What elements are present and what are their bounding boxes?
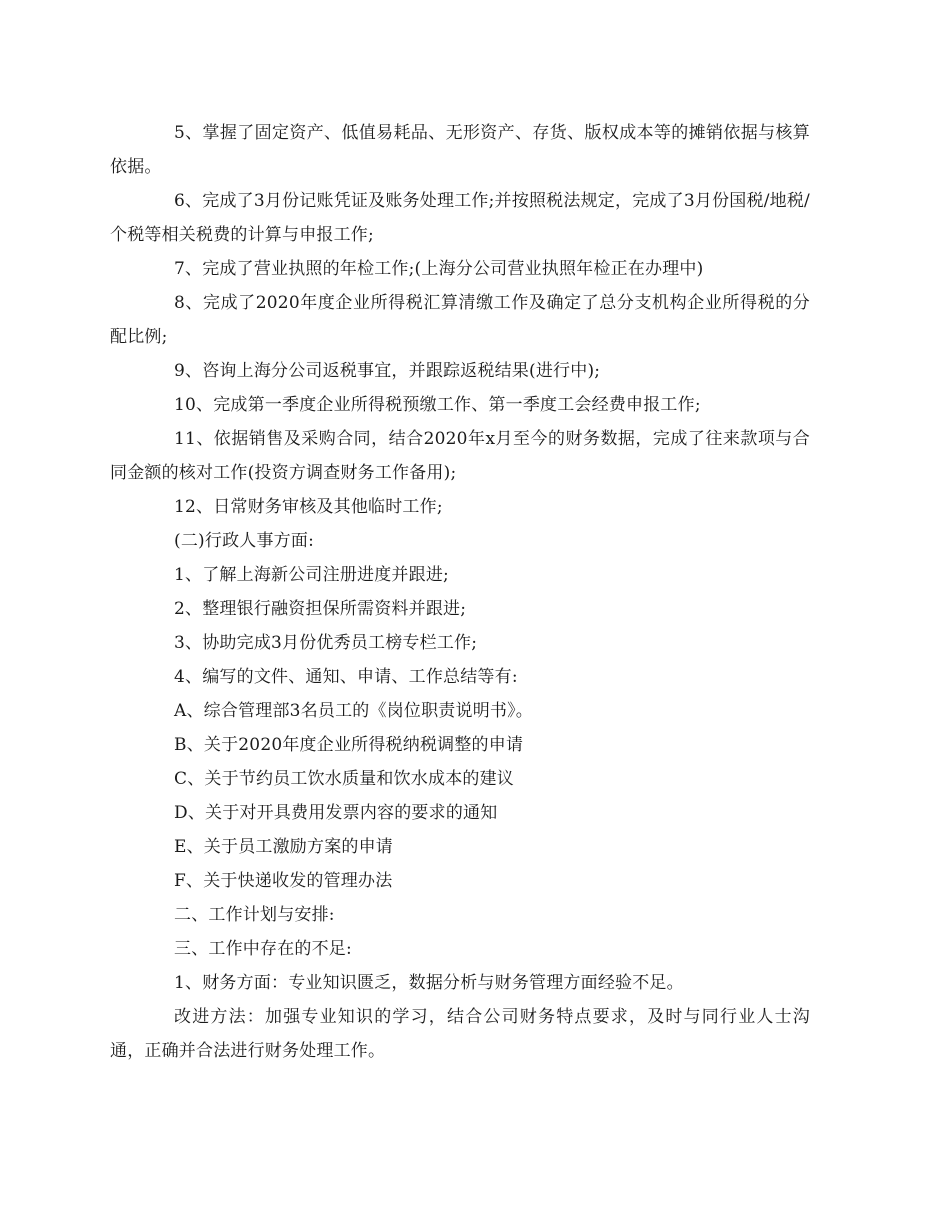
paragraph-improvement-method: 改进方法：加强专业知识的学习，结合公司财务特点要求，及时与同行业人士沟通，正确并合法进行财务处理工作。 <box>110 1007 810 1061</box>
paragraph-item-9-tax-refund: 9、咨询上海分公司返税事宜，并跟踪返税结果(进行中); <box>174 361 601 381</box>
paragraph-item-3-employee-board: 3、协助完成3月份优秀员工榜专栏工作; <box>174 633 478 653</box>
paragraph-item-a-job-descriptions: A、综合管理部3名员工的《岗位职责说明书》。 <box>174 701 533 721</box>
section-heading-work-plan: 二、工作计划与安排: <box>174 905 335 925</box>
paragraph-item-6-vouchers: 6、完成了3月份记账凭证及账务处理工作;并按照税法规定，完成了3月份国税/地税/个税等相关税费的计算与申报工作; <box>110 191 810 245</box>
paragraph-item-d-invoice-notice: D、关于对开具费用发票内容的要求的通知 <box>174 803 498 823</box>
document-body <box>110 116 810 1068</box>
paragraph-item-4-documents: 4、编写的文件、通知、申请、工作总结等有: <box>174 667 518 687</box>
paragraph-item-c-drinking-water: C、关于节约员工饮水质量和饮水成本的建议 <box>174 769 515 789</box>
paragraph-item-11-contracts: 11、依据销售及采购合同，结合2020年x月至今的财务数据，完成了往来款项与合同金额的核对工作(投资方调查财务工作备用); <box>110 429 810 483</box>
paragraph-item-5-amortization: 5、掌握了固定资产、低值易耗品、无形资产、存货、版权成本等的摊销依据与核算依据。 <box>110 123 810 177</box>
paragraph-item-12-daily-review: 12、日常财务审核及其他临时工作; <box>174 497 443 517</box>
section-heading-shortcomings: 三、工作中存在的不足: <box>174 939 352 959</box>
paragraph-item-b-tax-adjustment: B、关于2020年度企业所得税纳税调整的申请 <box>174 735 524 755</box>
paragraph-item-e-incentive-plan: E、关于员工激励方案的申请 <box>174 837 394 857</box>
paragraph-item-f-courier-rules: F、关于快递收发的管理办法 <box>174 871 393 891</box>
paragraph-item-2-bank-financing: 2、整理银行融资担保所需资料并跟进; <box>174 599 467 619</box>
paragraph-item-7-license: 7、完成了营业执照的年检工作;(上海分公司营业执照年检正在办理中) <box>174 259 704 279</box>
section-heading-admin-hr: (二)行政人事方面: <box>174 531 314 551</box>
paragraph-item-10-prepayment: 10、完成第一季度企业所得税预缴工作、第一季度工会经费申报工作; <box>174 395 701 415</box>
paragraph-item-8-income-tax: 8、完成了2020年度企业所得税汇算清缴工作及确定了总分支机构企业所得税的分配比例; <box>110 293 810 347</box>
paragraph-item-1-registration: 1、了解上海新公司注册进度并跟进; <box>174 565 449 585</box>
paragraph-item-1-finance-shortcoming: 1、财务方面：专业知识匮乏，数据分析与财务管理方面经验不足。 <box>174 973 684 993</box>
